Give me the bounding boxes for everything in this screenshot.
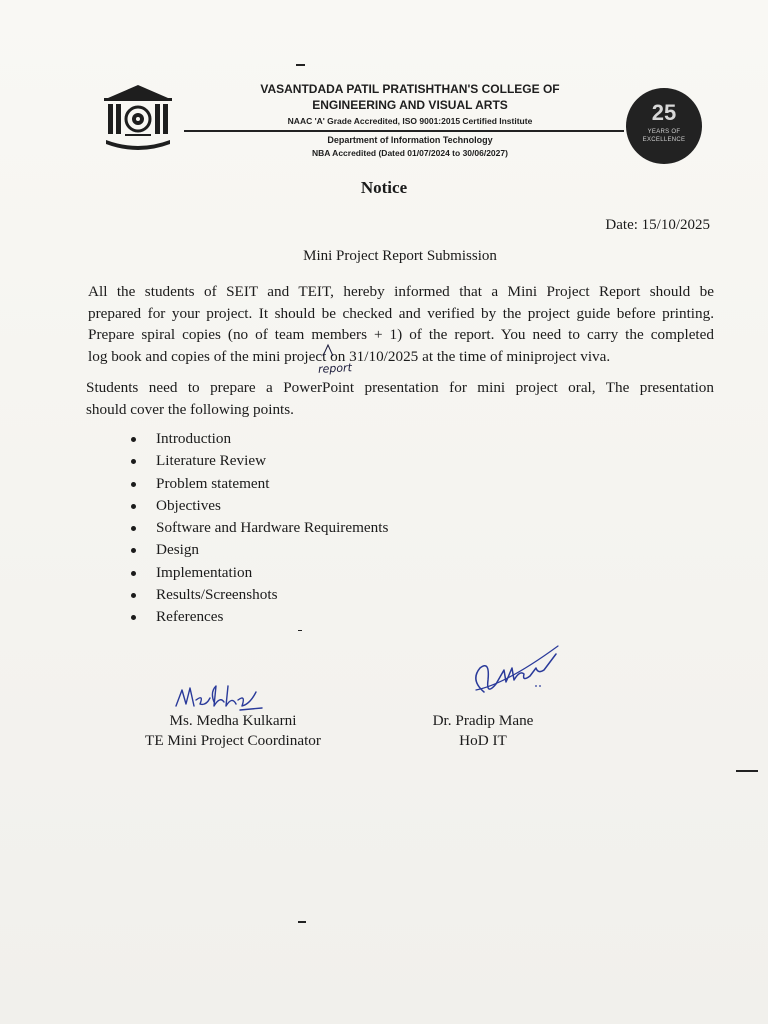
bullet-icon [131, 571, 136, 576]
list-item: Software and Hardware Requirements [126, 517, 388, 539]
bullet-icon [131, 548, 136, 553]
badge-line1: YEARS OF [647, 129, 681, 135]
anniversary-badge [626, 88, 702, 164]
list-item: References [126, 606, 388, 628]
paragraph-line: log book and copies of the mini project on 31/10/2025 at the time of miniproject viva. [88, 347, 611, 365]
college-name-line2: ENGINEERING AND VISUAL ARTS [312, 98, 508, 112]
list-item: Results/Screenshots [126, 584, 388, 606]
coordinator-signature-icon [170, 676, 270, 716]
notice-title: Notice [360, 178, 408, 197]
notice-date: Date: 15/10/2025 [605, 217, 710, 233]
punch-mark [736, 770, 758, 772]
department-name: Department of Information Technology [327, 135, 493, 145]
punch-mark [296, 64, 305, 66]
paragraph-line: All the students of SEIT and TEIT, hereby informed that a Mini Project Report should be [88, 283, 714, 300]
hod-name: Dr. Pradip Mane [432, 712, 534, 729]
coordinator-role: TE Mini Project Coordinator [145, 732, 321, 749]
bullet-icon [131, 482, 136, 487]
presentation-paragraph [86, 377, 714, 420]
bullet-icon [131, 504, 136, 509]
badge-number: 25 [651, 100, 677, 125]
accreditation-line: NAAC 'A' Grade Accredited, ISO 9001:2015 Certified Institute [287, 116, 533, 126]
list-item: Design [126, 539, 388, 561]
list-item: Literature Review [126, 450, 388, 472]
bullet-icon [131, 437, 136, 442]
badge-line2: EXCELLENCE [642, 137, 686, 143]
bullet-icon [131, 593, 136, 598]
insertion-caret-icon [322, 343, 334, 357]
nba-accreditation: NBA Accredited (Dated 01/07/2024 to 30/06/2027) [312, 148, 508, 158]
paragraph-line: Students need to prepare a PowerPoint presentation for mini project oral, The presentation [86, 379, 714, 396]
coordinator-name: Ms. Medha Kulkarni [169, 712, 297, 729]
college-logo-icon [100, 82, 176, 154]
list-item: Introduction [126, 428, 388, 450]
coordinator-block [120, 712, 346, 750]
instructions-paragraph [88, 281, 714, 367]
bullet-icon [131, 526, 136, 531]
notice-subject: Mini Project Report Submission [303, 248, 497, 264]
presentation-points-list [126, 428, 388, 629]
bullet-icon [131, 459, 136, 464]
punch-mark [298, 921, 306, 923]
list-item: Objectives [126, 495, 388, 517]
hod-signature-icon [466, 640, 562, 702]
handwritten-insert: report [317, 361, 353, 376]
header-divider [184, 130, 624, 132]
paragraph-line: should cover the following points. [86, 400, 294, 418]
list-item: Implementation [126, 562, 388, 584]
paragraph-line: prepared for your project. It should be checked and verified by the project guide before printing. [88, 304, 714, 322]
college-name-line1: VASANTDADA PATIL PRATISHTHAN'S COLLEGE OF [260, 82, 560, 96]
paragraph-line: Prepare spiral copies (no of team members + 1) of the report. You need to carry the completed [88, 326, 714, 343]
hod-role: HoD IT [459, 732, 507, 749]
bullet-icon [131, 615, 136, 620]
list-item: Problem statement [126, 473, 388, 495]
punch-mark [298, 630, 302, 631]
hod-block [400, 712, 566, 750]
